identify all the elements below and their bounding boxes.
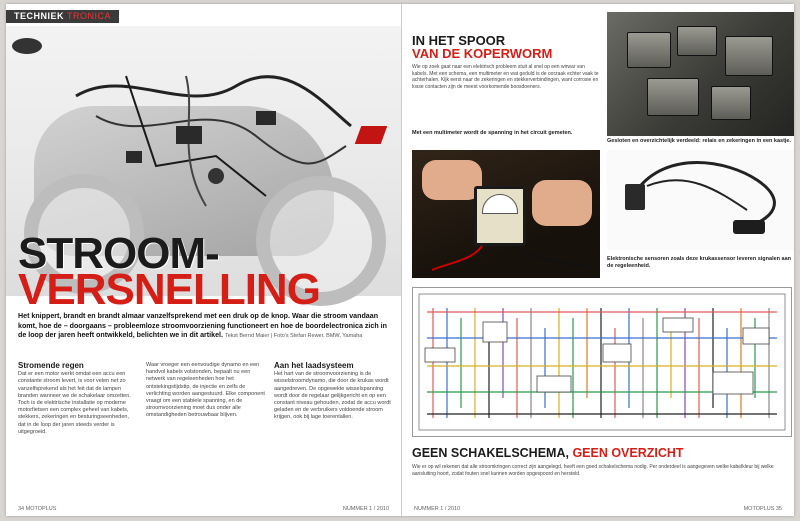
mirror-shape: [12, 38, 42, 54]
page-folio-left: 34 MOTOPLUS: [18, 506, 57, 512]
diagram-title: [412, 446, 684, 460]
wiring-diagram-drawing: [413, 288, 791, 436]
diagram-title-part-1: GEEN SCHAKELSCHEMA,: [412, 446, 573, 460]
page-folio-right: NUMMER 1 / 2010: [342, 506, 389, 512]
wiring-diagram: [412, 287, 792, 437]
relay-shape: [627, 32, 671, 68]
page-folio-right: MOTOPLUS 35: [743, 506, 782, 512]
relay-shape: [677, 26, 717, 56]
section-text: Wie op zoek gaat naar een elektrisch probleem stuit al snel op een wirwar van kabels. Met een schema, een multimeter en wat geduld is de oorzaak echter vaak te achterhalen. Kijk eerst naar de zekeringen en stekkerverbindingen, want corrosie en losse contacten zijn de meest voorkomende boosdoeners.: [412, 64, 599, 90]
body-columns: [18, 362, 393, 500]
lead-paragraph: [18, 312, 393, 342]
column-heading: Stromende regen: [18, 362, 84, 370]
sensor-photo: [607, 150, 794, 250]
column-text: Dat er een motor werkt omdat een accu een constante stroom levert, is voor velen net zo vanzelfsprekend als het feit dat de lampen branden wanneer we de schakelaar omzetten. Toch is de elektrische installatie op moderne motorfietsen een complex geheel van kabels, stekkers, zekeringen en besturingseenheden, dat in de loop der jaren steeds verder is uitgegroeid.: [18, 371, 131, 435]
column-heading: Aan het laadsysteem: [274, 362, 354, 370]
magazine-spread: [6, 4, 794, 516]
relay-box-photo: [607, 12, 794, 136]
caption-relay: Gesloten en overzichtelijk verdeeld: relais en zekeringen in een kastje.: [607, 138, 792, 144]
column-text: Waar vroeger een eenvoudige dynamo en een handvol kabels volstonden, bepaalt nu een netwerk van regeleenheden hoe het ontstekingstijdstip, de injectie en zelfs de verlichting worden aangestuurd. Elke component vraagt om een stabiele spanning, en de stroomvoorziening moet dus onder alle omstandigheden betrouwbaar blijven.: [146, 362, 265, 419]
headline-line-1: STROOM-: [18, 229, 219, 278]
page-folio-left: NUMMER 1 / 2010: [414, 506, 461, 512]
diagram-text: Wie er op wil rekenen dat alle stroomkringen correct zijn aangelegd, heeft een goed schakelschema nodig. Per onderdeel is aangegeven welke kabelkleur bij welke aansluiting hoort, zodat fouten snel kunnen worden opgespoord en hersteld.: [412, 464, 774, 477]
section-rubric: [6, 10, 119, 23]
section-title-line-2: VAN DE KOPERWORM: [412, 46, 553, 61]
left-page: [6, 4, 401, 516]
body-column-1: [18, 362, 137, 500]
section-title-line-1: IN HET SPOOR: [412, 33, 506, 48]
relay-shape: [711, 86, 751, 120]
body-column-2: [146, 362, 265, 500]
wiring-harness-drawing: [66, 56, 356, 226]
headline-line-2: VERSNELLING: [18, 265, 320, 314]
author-credit: Tekst Bernd Maier | Foto's Stefan Rewer, BMW, Yamaha: [224, 333, 363, 340]
rubric-subsection: TRONICA: [67, 11, 112, 21]
rubric-section: TECHNIEK: [14, 11, 65, 21]
body-column-3: [274, 362, 393, 500]
relay-shape: [647, 78, 699, 116]
sensor-cable-drawing: [607, 150, 794, 250]
relay-shape: [725, 36, 773, 76]
right-page: [401, 4, 794, 516]
diagram-title-part-2: GEEN OVERZICHT: [572, 446, 684, 460]
lead-text: Het knippert, brandt en brandt almaar vanzelfsprekend met een druk op de knop. Waar die stroom vandaan komt, hoe de – doorgaans – probleemloze stroomvoorziening functioneert en hoe de boordelectronica zich in de loop der jaren heeft ontwikkeld, belichten we in dit artikel.: [18, 312, 387, 340]
caption-meter: Met een multimeter wordt de spanning in het circuit gemeten.: [412, 130, 573, 136]
caption-sensor: Elektronische sensoren zoals deze krukassensor leveren signalen aan de regeleenheid.: [607, 256, 792, 269]
section-title: [412, 34, 552, 60]
multimeter-photo: [412, 150, 600, 278]
test-leads-drawing: [412, 150, 600, 278]
taillight-shape: [355, 126, 388, 144]
column-text: Het hart van de stroomvoorziening is de wisselstroomdynamo, die door de krukas wordt aangedreven. De opgewekte wisselspanning wordt door de regelaar gelijkgericht en op een constant niveau gehouden, zodat de accu wordt geladen en de verbruikers voldoende stroom krijgen, ook bij lage toerentallen.: [274, 371, 391, 421]
